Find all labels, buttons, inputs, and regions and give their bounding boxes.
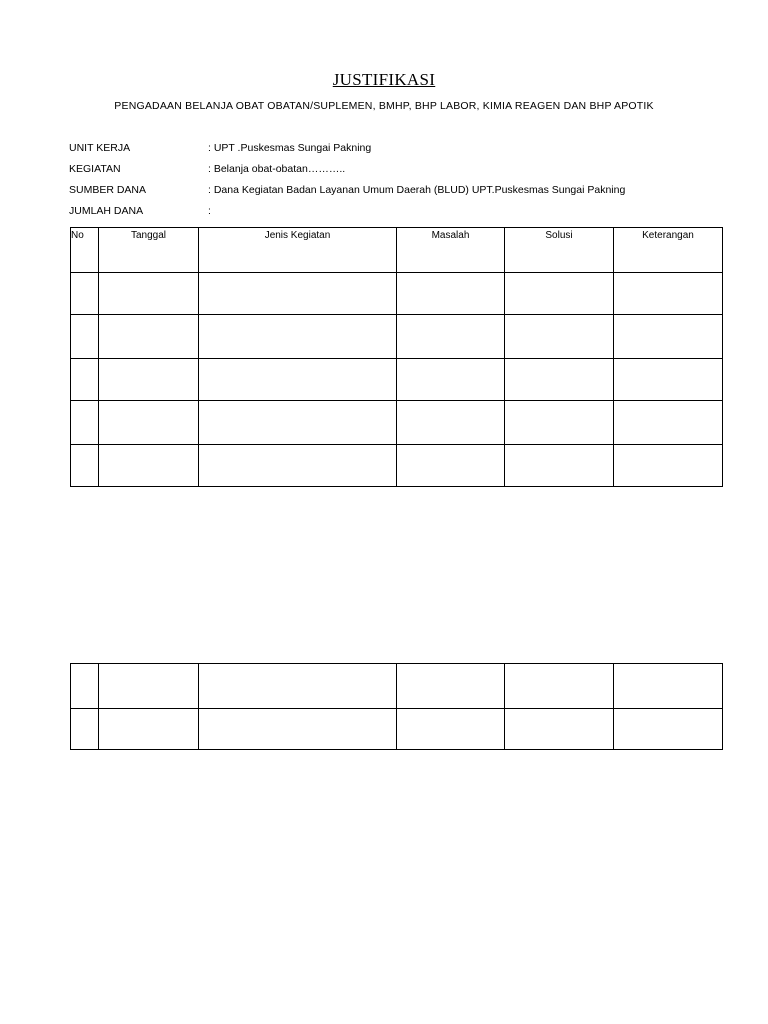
- info-value: :: [208, 205, 211, 217]
- table-cell: [71, 359, 99, 401]
- table-cell: [199, 315, 397, 359]
- table-cell: [397, 273, 505, 315]
- table-cell: [505, 709, 614, 750]
- table-cell: [505, 315, 614, 359]
- table-cell: [614, 401, 723, 445]
- table-cell: [505, 664, 614, 709]
- table-cell: [71, 315, 99, 359]
- table-cell: [99, 664, 199, 709]
- column-header-masalah: Masalah: [397, 228, 505, 273]
- table-header-row: [71, 228, 723, 273]
- table-cell: [199, 709, 397, 750]
- column-header-tanggal: Tanggal: [99, 228, 199, 273]
- table-cell: [614, 445, 723, 487]
- table-cell: [71, 664, 99, 709]
- table-row: [71, 664, 723, 709]
- info-value: : Belanja obat-obatan………..: [208, 163, 346, 175]
- justification-table: [70, 227, 723, 487]
- table-cell: [397, 445, 505, 487]
- table-row: [71, 709, 723, 750]
- table-cell: [397, 401, 505, 445]
- table-cell: [71, 445, 99, 487]
- table-cell: [397, 359, 505, 401]
- table-cell: [199, 273, 397, 315]
- table-cell: [99, 273, 199, 315]
- column-header-keterangan: Keterangan: [614, 228, 723, 273]
- info-label: SUMBER DANA: [69, 184, 147, 196]
- table-cell: [505, 445, 614, 487]
- table-cell: [99, 709, 199, 750]
- table-cell: [505, 401, 614, 445]
- table-cell: [614, 315, 723, 359]
- info-label: UNIT KERJA: [69, 142, 131, 154]
- table-row: [71, 315, 723, 359]
- table-row: [71, 359, 723, 401]
- justification-table-continuation: [70, 663, 723, 750]
- table-cell: [397, 709, 505, 750]
- table-row: [71, 401, 723, 445]
- column-header-no: No: [71, 228, 99, 273]
- table-cell: [71, 273, 99, 315]
- info-label: JUMLAH DANA: [69, 205, 144, 217]
- table-cell: [199, 664, 397, 709]
- table-row: [71, 445, 723, 487]
- table-cell: [199, 359, 397, 401]
- column-header-solusi: Solusi: [505, 228, 614, 273]
- table-cell: [505, 359, 614, 401]
- table-cell: [614, 273, 723, 315]
- table-cell: [505, 273, 614, 315]
- document-title: JUSTIFIKASI: [332, 70, 436, 89]
- table-cell: [199, 445, 397, 487]
- table-cell: [397, 315, 505, 359]
- table-cell: [71, 401, 99, 445]
- table-row: [71, 273, 723, 315]
- table-cell: [99, 359, 199, 401]
- table-cell: [99, 401, 199, 445]
- column-header-jenis-kegiatan: Jenis Kegiatan: [199, 228, 397, 273]
- table-cell: [99, 445, 199, 487]
- table-cell: [99, 315, 199, 359]
- info-label: KEGIATAN: [69, 163, 121, 175]
- table-cell: [614, 709, 723, 750]
- document-subtitle: PENGADAAN BELANJA OBAT OBATAN/SUPLEMEN, BMHP, BHP LABOR, KIMIA REAGEN DAN BHP APOTIK: [114, 100, 654, 112]
- table-cell: [71, 709, 99, 750]
- info-value: : UPT .Puskesmas Sungai Pakning: [208, 142, 372, 154]
- table-cell: [397, 664, 505, 709]
- table-cell: [614, 664, 723, 709]
- table-cell: [199, 401, 397, 445]
- table-cell: [614, 359, 723, 401]
- info-value: : Dana Kegiatan Badan Layanan Umum Daerah (BLUD) UPT.Puskesmas Sungai Pakning: [208, 184, 626, 196]
